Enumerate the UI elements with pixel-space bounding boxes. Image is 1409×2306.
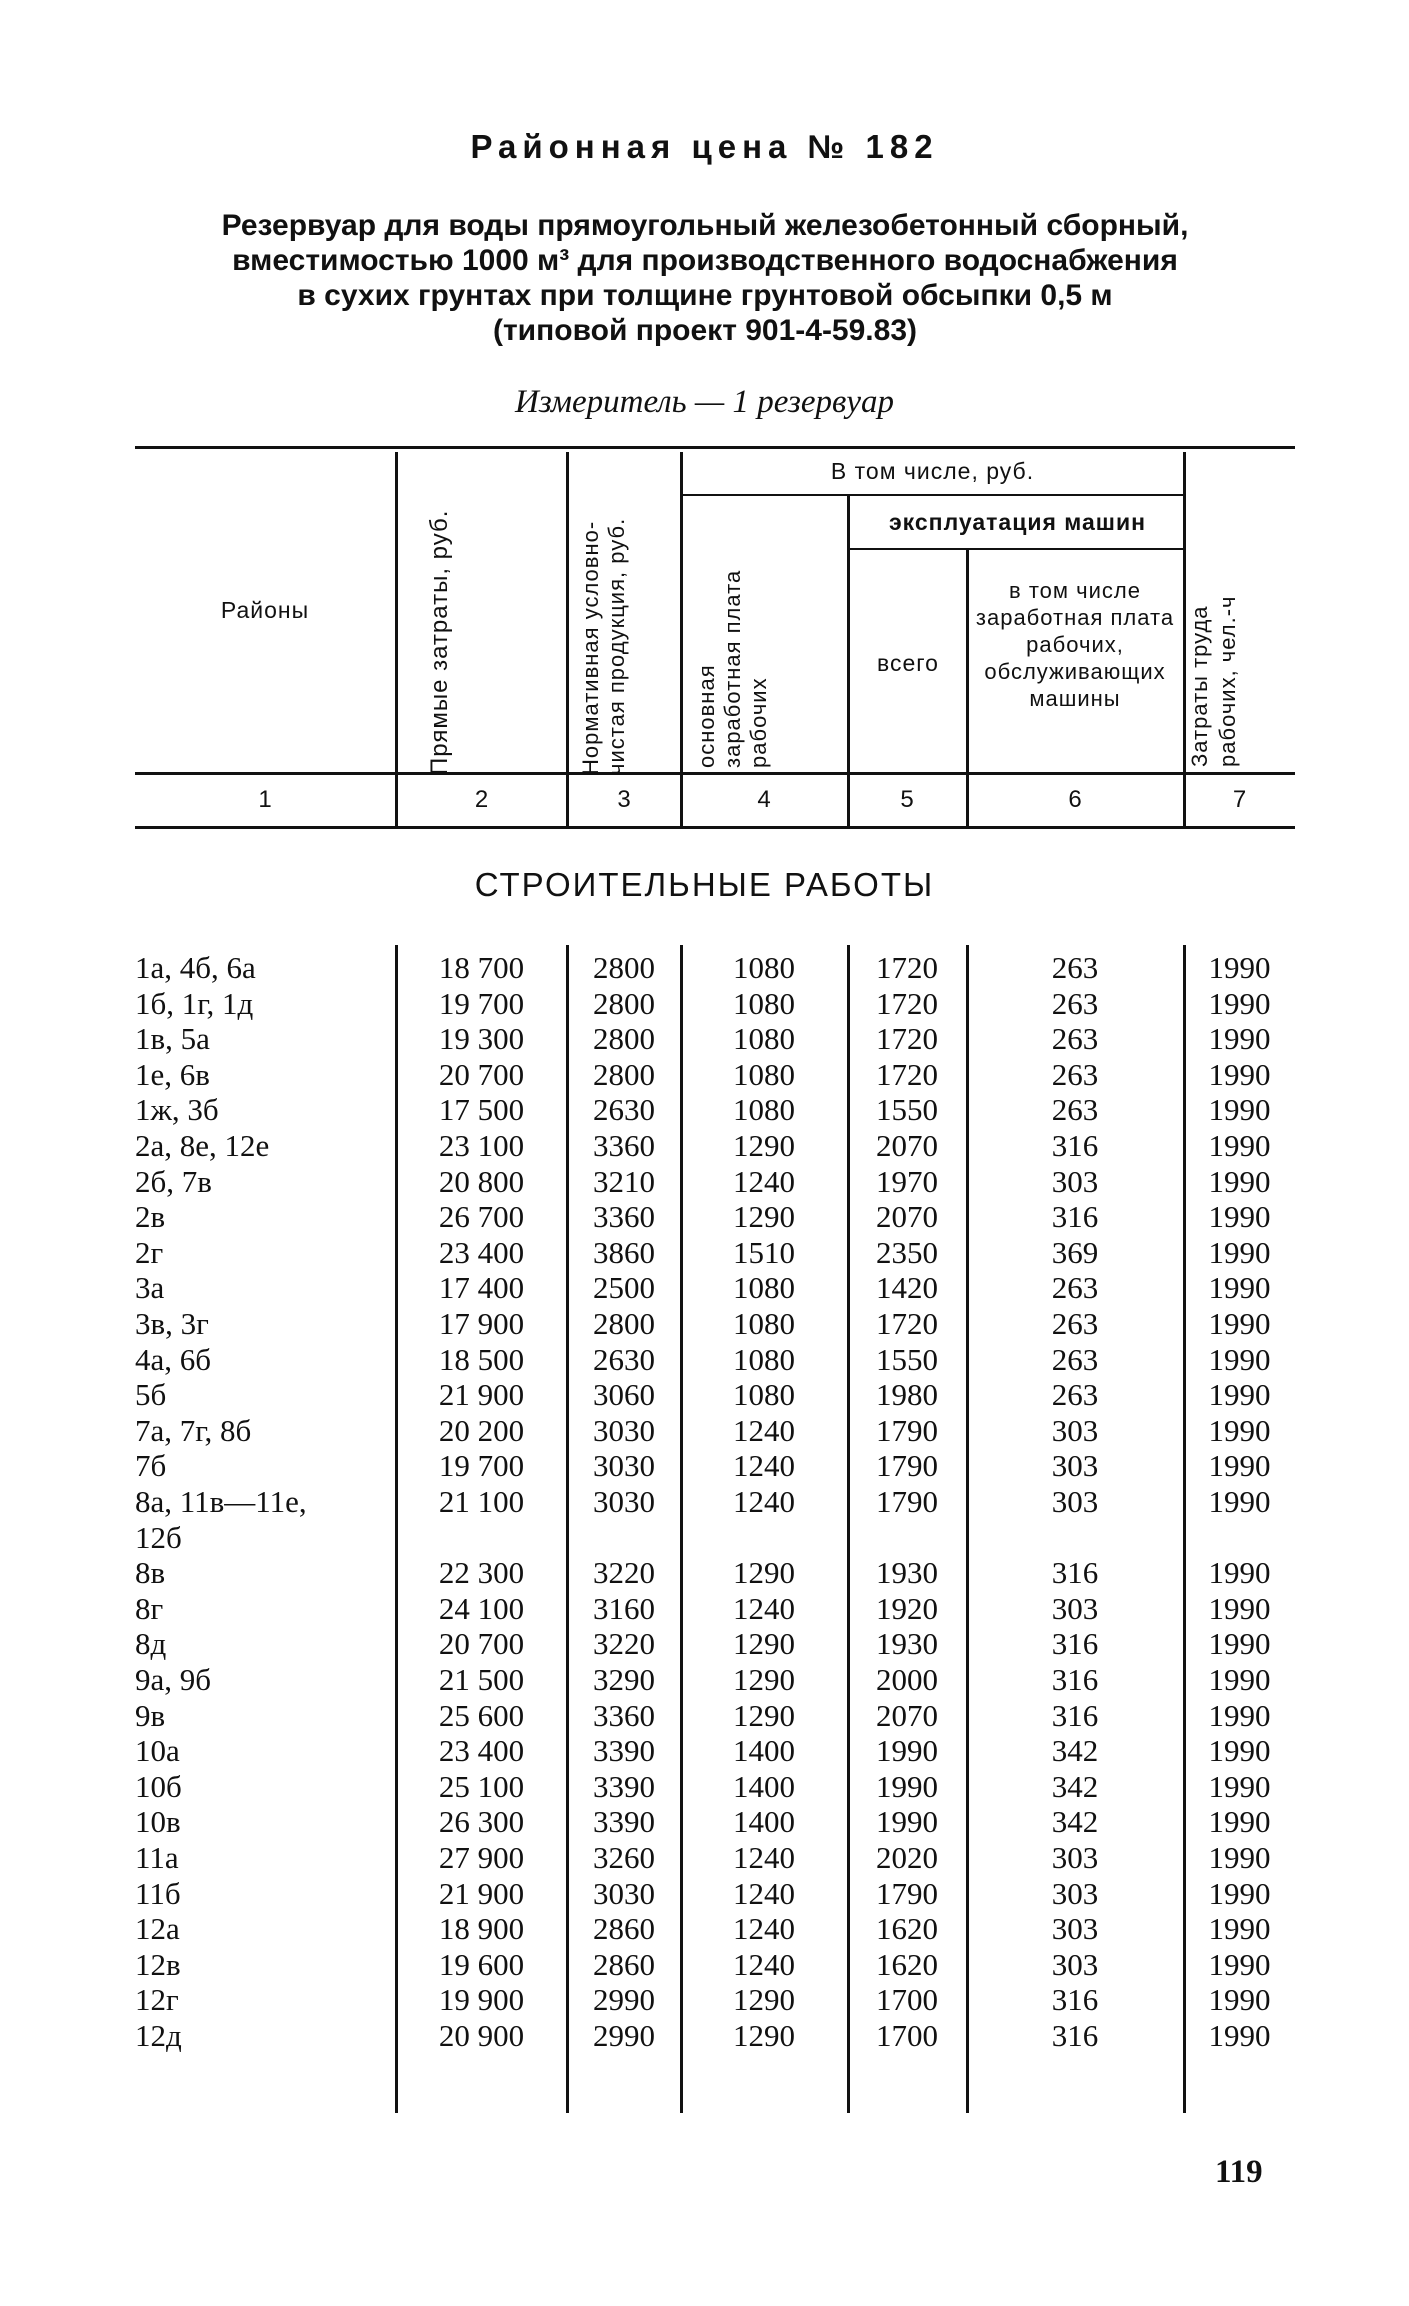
- table-row: [0, 1876, 1409, 1912]
- value-cell: 1990: [876, 1804, 938, 1840]
- value-cell: 3360: [593, 1199, 655, 1235]
- value-cell: 1240: [733, 1163, 795, 1199]
- value-cell: 1930: [876, 1555, 938, 1591]
- region-cell: 12д: [135, 2018, 182, 2053]
- value-cell: 342: [1051, 1804, 1099, 1840]
- header-divider: [566, 452, 569, 826]
- value-cell: 1290: [733, 2018, 795, 2053]
- value-cell: 3360: [593, 1697, 655, 1733]
- value-cell: 1080: [733, 1341, 795, 1377]
- value-cell: 1700: [876, 1982, 938, 2018]
- value-cell: 1240: [733, 1946, 795, 1982]
- value-cell: 23 400: [438, 1234, 525, 1270]
- col-number: 5: [900, 786, 914, 813]
- subtitle: [150, 208, 1260, 348]
- value-cell: 3220: [593, 1626, 655, 1662]
- table-row: [0, 1840, 1409, 1876]
- table-row: [0, 1626, 1409, 1662]
- subtitle-line: в сухих грунтах при толщине грунтовой обсыпки 0,5 м: [297, 279, 1113, 312]
- value-cell: 316: [1051, 1662, 1099, 1697]
- table-row: [0, 1591, 1409, 1627]
- value-cell: 1290: [733, 1128, 795, 1163]
- value-cell: 3030: [593, 1484, 655, 1519]
- section-title: СТРОИТЕЛЬНЫЕ РАБОТЫ: [474, 866, 935, 903]
- region-cell: 8г: [135, 1590, 164, 1626]
- value-cell: 20 200: [438, 1412, 525, 1448]
- table-row: [0, 1769, 1409, 1805]
- value-cell: 20 800: [438, 1163, 525, 1199]
- table-row: [0, 1128, 1409, 1164]
- group-machines-header: эксплуатация машин: [888, 509, 1147, 535]
- region-cell: 5б: [135, 1377, 167, 1413]
- value-cell: 3060: [593, 1377, 655, 1413]
- value-cell: 18 500: [438, 1341, 525, 1377]
- col-wages-header: основная заработная плата рабочих: [694, 569, 771, 768]
- value-cell: 1990: [1208, 1306, 1271, 1341]
- value-cell: 1990: [1208, 1982, 1271, 2018]
- table-row: [0, 1164, 1409, 1200]
- col-number: 4: [757, 786, 771, 813]
- value-cell: 1240: [733, 1484, 795, 1519]
- machines-group-rule: [850, 548, 1184, 550]
- region-cell: 3в, 3г: [135, 1306, 209, 1341]
- table-row: [0, 1947, 1409, 1983]
- table-row: [0, 1698, 1409, 1734]
- value-cell: 303: [1051, 1911, 1099, 1947]
- value-cell: 263: [1051, 985, 1099, 1021]
- value-cell: 1990: [1208, 1341, 1271, 1377]
- value-cell: 3030: [593, 1875, 655, 1911]
- value-cell: 2000: [876, 1662, 938, 1697]
- value-cell: 1400: [733, 1804, 795, 1840]
- value-cell: 1790: [876, 1412, 938, 1448]
- value-cell: 3030: [593, 1412, 655, 1448]
- value-cell: 1990: [1208, 2018, 1271, 2053]
- value-cell: 2800: [593, 985, 655, 1021]
- col-number: 3: [617, 786, 631, 813]
- value-cell: 3210: [593, 1163, 655, 1199]
- region-cell: 10в: [135, 1804, 181, 1840]
- value-cell: 2800: [593, 1021, 655, 1057]
- value-cell: 1550: [876, 1341, 938, 1377]
- region-cell: 7б: [135, 1448, 167, 1484]
- region-cell: 2б, 7в: [135, 1163, 212, 1199]
- table-row: [0, 1199, 1409, 1235]
- incl-group-rule: [682, 494, 1184, 496]
- value-cell: 1400: [733, 1768, 795, 1804]
- value-cell: 1990: [1208, 1555, 1271, 1591]
- region-cell: 10а: [135, 1733, 180, 1769]
- table-row: [0, 1520, 1409, 1556]
- value-cell: 1080: [733, 1306, 795, 1341]
- table-row: [0, 1021, 1409, 1057]
- table-row: [0, 1982, 1409, 2018]
- value-cell: 2070: [876, 1697, 938, 1733]
- table-row: [0, 1306, 1409, 1342]
- value-cell: 1400: [733, 1733, 795, 1769]
- value-cell: 19 300: [438, 1021, 525, 1057]
- table-row: [0, 1911, 1409, 1947]
- region-cell: 2а, 8е, 12е: [135, 1128, 270, 1163]
- header-divider: [847, 496, 850, 826]
- value-cell: 2800: [593, 1306, 655, 1341]
- value-cell: 3160: [593, 1590, 655, 1626]
- value-cell: 2350: [876, 1234, 938, 1270]
- value-cell: 1720: [876, 950, 938, 985]
- value-cell: 21 100: [438, 1484, 525, 1519]
- value-cell: 1080: [733, 1056, 795, 1092]
- value-cell: 2800: [593, 950, 655, 985]
- value-cell: 2070: [876, 1128, 938, 1163]
- value-cell: 1700: [876, 2018, 938, 2053]
- value-cell: 3030: [593, 1448, 655, 1484]
- value-cell: 26 700: [438, 1199, 525, 1235]
- value-cell: 22 300: [438, 1555, 525, 1591]
- value-cell: 1990: [1208, 1946, 1271, 1982]
- value-cell: 1240: [733, 1412, 795, 1448]
- region-cell: 11б: [135, 1875, 181, 1911]
- value-cell: 17 400: [438, 1270, 525, 1306]
- value-cell: 1990: [1208, 1840, 1271, 1875]
- col-number: 7: [1232, 786, 1247, 813]
- value-cell: 1080: [733, 1021, 795, 1057]
- value-cell: 1990: [876, 1733, 938, 1769]
- value-cell: 18 900: [438, 1911, 525, 1947]
- region-cell: 1а, 4б, 6а: [135, 950, 256, 985]
- value-cell: 1720: [876, 1021, 938, 1057]
- value-cell: 2860: [593, 1946, 655, 1982]
- colnum-bottom-rule: [135, 826, 1295, 829]
- value-cell: 1990: [1208, 1270, 1271, 1306]
- value-cell: 26 300: [438, 1804, 525, 1840]
- value-cell: 1990: [1208, 1128, 1271, 1163]
- value-cell: 1990: [876, 1768, 938, 1804]
- value-cell: 1990: [1208, 950, 1271, 985]
- value-cell: 316: [1051, 1555, 1099, 1591]
- value-cell: 1790: [876, 1484, 938, 1519]
- table-row: [0, 1448, 1409, 1484]
- value-cell: 1990: [1208, 1697, 1271, 1733]
- value-cell: 3390: [593, 1768, 655, 1804]
- table-row: [0, 1484, 1409, 1520]
- value-cell: 1290: [733, 1697, 795, 1733]
- col-labor-header: Затраты труда рабочих, чел.-ч: [1187, 595, 1240, 767]
- value-cell: 303: [1051, 1875, 1099, 1911]
- table-row: [0, 1377, 1409, 1413]
- value-cell: 1990: [1208, 1768, 1271, 1804]
- value-cell: 303: [1051, 1946, 1099, 1982]
- value-cell: 1240: [733, 1911, 795, 1947]
- value-cell: 19 600: [438, 1946, 525, 1982]
- value-cell: 1920: [876, 1590, 938, 1626]
- value-cell: 1980: [876, 1377, 938, 1413]
- col-number: 6: [1068, 786, 1082, 813]
- region-cell: 7а, 7г, 8б: [135, 1412, 252, 1448]
- value-cell: 1930: [876, 1626, 938, 1662]
- value-cell: 1990: [1208, 1163, 1271, 1199]
- value-cell: 23 100: [438, 1128, 525, 1163]
- value-cell: 1290: [733, 1982, 795, 2018]
- region-cell: 8в: [135, 1555, 166, 1591]
- value-cell: 263: [1051, 1092, 1099, 1128]
- value-cell: 316: [1051, 1982, 1099, 2018]
- value-cell: 1990: [1208, 1412, 1271, 1448]
- col-total-header: всего: [877, 650, 939, 676]
- table-row: [0, 1804, 1409, 1840]
- value-cell: 1990: [1208, 1911, 1271, 1947]
- value-cell: 263: [1051, 1377, 1099, 1413]
- value-cell: 19 700: [438, 1448, 525, 1484]
- value-cell: 20 700: [438, 1626, 525, 1662]
- value-cell: 1990: [1208, 1377, 1271, 1413]
- value-cell: 263: [1051, 1341, 1099, 1377]
- value-cell: 2070: [876, 1199, 938, 1235]
- region-cell: 8д: [135, 1626, 167, 1662]
- value-cell: 3260: [593, 1840, 655, 1875]
- value-cell: 1720: [876, 1306, 938, 1341]
- region-cell: 1е, 6в: [135, 1056, 210, 1092]
- col-regions-header: Районы: [220, 597, 310, 623]
- value-cell: 21 500: [438, 1662, 525, 1697]
- value-cell: 1990: [1208, 985, 1271, 1021]
- col-number: 1: [258, 786, 272, 813]
- subtitle-line: Резервуар для воды прямоугольный железобетонный сборный,: [221, 209, 1189, 242]
- value-cell: 1790: [876, 1448, 938, 1484]
- value-cell: 1240: [733, 1448, 795, 1484]
- table-row: [0, 1733, 1409, 1769]
- value-cell: 19 900: [438, 1982, 525, 2018]
- value-cell: 3290: [593, 1662, 655, 1697]
- value-cell: 24 100: [438, 1590, 525, 1626]
- value-cell: 1080: [733, 950, 795, 985]
- value-cell: 1420: [876, 1270, 938, 1306]
- region-cell: 1в, 5а: [135, 1021, 210, 1057]
- value-cell: 316: [1051, 1199, 1099, 1235]
- value-cell: 1990: [1208, 1199, 1271, 1235]
- value-cell: 21 900: [438, 1377, 525, 1413]
- table-row: [0, 1057, 1409, 1093]
- value-cell: 263: [1051, 1056, 1099, 1092]
- value-cell: 1720: [876, 985, 938, 1021]
- value-cell: 1080: [733, 1377, 795, 1413]
- value-cell: 342: [1051, 1768, 1099, 1804]
- value-cell: 303: [1051, 1484, 1099, 1519]
- region-cell: 10б: [135, 1768, 182, 1804]
- region-cell: 9в: [135, 1697, 166, 1733]
- value-cell: 1720: [876, 1056, 938, 1092]
- value-cell: 1790: [876, 1875, 938, 1911]
- page-title: Районная цена № 182: [470, 128, 939, 165]
- value-cell: 1290: [733, 1662, 795, 1697]
- value-cell: 2990: [593, 1982, 655, 2018]
- value-cell: 1510: [733, 1234, 795, 1270]
- header-divider: [680, 452, 683, 826]
- region-cell: 11а: [135, 1840, 179, 1875]
- value-cell: 3860: [593, 1234, 655, 1270]
- value-cell: 1620: [876, 1911, 938, 1947]
- value-cell: 1290: [733, 1626, 795, 1662]
- value-cell: 1990: [1208, 1590, 1271, 1626]
- value-cell: 2630: [593, 1341, 655, 1377]
- region-cell: 9а, 9б: [135, 1662, 212, 1697]
- value-cell: 20 700: [438, 1056, 525, 1092]
- value-cell: 1990: [1208, 1875, 1271, 1911]
- value-cell: 1990: [1208, 1733, 1271, 1769]
- region-cell: 1б, 1г, 1д: [135, 985, 254, 1021]
- value-cell: 17 900: [438, 1306, 525, 1341]
- value-cell: 17 500: [438, 1092, 525, 1128]
- header-divider: [966, 550, 969, 826]
- region-cell: 12б: [135, 1519, 182, 1555]
- group-incl-header: В том числе, руб.: [830, 458, 1035, 484]
- table-row: [0, 1092, 1409, 1128]
- value-cell: 3390: [593, 1804, 655, 1840]
- value-cell: 1240: [733, 1840, 795, 1875]
- table-top-rule: [135, 446, 1295, 449]
- value-cell: 1990: [1208, 1021, 1271, 1057]
- region-cell: 12в: [135, 1946, 181, 1982]
- value-cell: 316: [1051, 2018, 1099, 2053]
- measure-unit: Измеритель — 1 резервуар: [515, 384, 894, 420]
- region-cell: 12а: [135, 1911, 180, 1947]
- value-cell: 342: [1051, 1733, 1099, 1769]
- table-row: [0, 1342, 1409, 1378]
- value-cell: 1550: [876, 1092, 938, 1128]
- value-cell: 1080: [733, 1270, 795, 1306]
- col-normative-header: Нормативная условно-чистая продукция, руб.: [578, 517, 629, 775]
- value-cell: 25 600: [438, 1697, 525, 1733]
- value-cell: 3390: [593, 1733, 655, 1769]
- value-cell: 23 400: [438, 1733, 525, 1769]
- value-cell: 303: [1051, 1412, 1099, 1448]
- region-cell: 12г: [135, 1982, 179, 2018]
- subtitle-line: (типовой проект 901-4-59.83): [493, 314, 917, 347]
- value-cell: 1990: [1208, 1092, 1271, 1128]
- value-cell: 1970: [876, 1163, 938, 1199]
- value-cell: 1290: [733, 1199, 795, 1235]
- value-cell: 316: [1051, 1626, 1099, 1662]
- table-row: [0, 986, 1409, 1022]
- region-cell: 4а, 6б: [135, 1341, 212, 1377]
- value-cell: 1080: [733, 1092, 795, 1128]
- region-cell: 2в: [135, 1199, 166, 1235]
- value-cell: 303: [1051, 1590, 1099, 1626]
- value-cell: 2800: [593, 1056, 655, 1092]
- value-cell: 263: [1051, 1270, 1099, 1306]
- value-cell: 263: [1051, 1021, 1099, 1057]
- header-divider: [395, 452, 398, 826]
- table-row: [0, 1555, 1409, 1591]
- table-row: [0, 950, 1409, 986]
- value-cell: 2630: [593, 1092, 655, 1128]
- value-cell: 2860: [593, 1911, 655, 1947]
- table-row: [0, 1235, 1409, 1271]
- value-cell: 1990: [1208, 1448, 1271, 1484]
- value-cell: 2500: [593, 1270, 655, 1306]
- value-cell: 1290: [733, 1555, 795, 1591]
- table-row: [0, 1270, 1409, 1306]
- region-cell: 2г: [135, 1234, 164, 1270]
- header-bottom-rule: [135, 772, 1295, 775]
- table-row: [0, 1413, 1409, 1449]
- value-cell: 1990: [1208, 1234, 1271, 1270]
- value-cell: 263: [1051, 1306, 1099, 1341]
- value-cell: 1240: [733, 1590, 795, 1626]
- value-cell: 1240: [733, 1875, 795, 1911]
- value-cell: 19 700: [438, 985, 525, 1021]
- col-number: 2: [474, 786, 489, 813]
- subtitle-line: вместимостью 1000 м³ для производственного водоснабжения: [232, 244, 1178, 277]
- value-cell: 1080: [733, 985, 795, 1021]
- value-cell: 369: [1051, 1234, 1099, 1270]
- value-cell: 25 100: [438, 1768, 525, 1804]
- page-number: 119: [1215, 2154, 1263, 2190]
- value-cell: 1990: [1208, 1662, 1271, 1697]
- value-cell: 316: [1051, 1128, 1099, 1163]
- value-cell: 303: [1051, 1163, 1099, 1199]
- value-cell: 1620: [876, 1946, 938, 1982]
- value-cell: 263: [1051, 950, 1099, 985]
- value-cell: 21 900: [438, 1875, 525, 1911]
- value-cell: 3360: [593, 1128, 655, 1163]
- value-cell: 303: [1051, 1840, 1099, 1875]
- value-cell: 1990: [1208, 1626, 1271, 1662]
- region-cell: 8а, 11в—11е,: [135, 1484, 307, 1519]
- table-row: [0, 1662, 1409, 1698]
- value-cell: 1990: [1208, 1056, 1271, 1092]
- col-incl-wages-header: в том числе заработная плата рабочих, обслуживающих машины: [975, 578, 1175, 711]
- value-cell: 18 700: [438, 950, 525, 985]
- value-cell: 303: [1051, 1448, 1099, 1484]
- value-cell: 316: [1051, 1697, 1099, 1733]
- value-cell: 1990: [1208, 1484, 1271, 1519]
- value-cell: 2020: [876, 1840, 938, 1875]
- value-cell: 2990: [593, 2018, 655, 2053]
- table-row: [0, 2018, 1409, 2054]
- region-cell: 3а: [135, 1270, 165, 1306]
- value-cell: 1990: [1208, 1804, 1271, 1840]
- region-cell: 1ж, 3б: [135, 1092, 219, 1128]
- value-cell: 20 900: [438, 2018, 525, 2053]
- value-cell: 27 900: [438, 1840, 525, 1875]
- col-direct-header: Прямые затраты, руб.: [426, 509, 453, 775]
- value-cell: 3220: [593, 1555, 655, 1591]
